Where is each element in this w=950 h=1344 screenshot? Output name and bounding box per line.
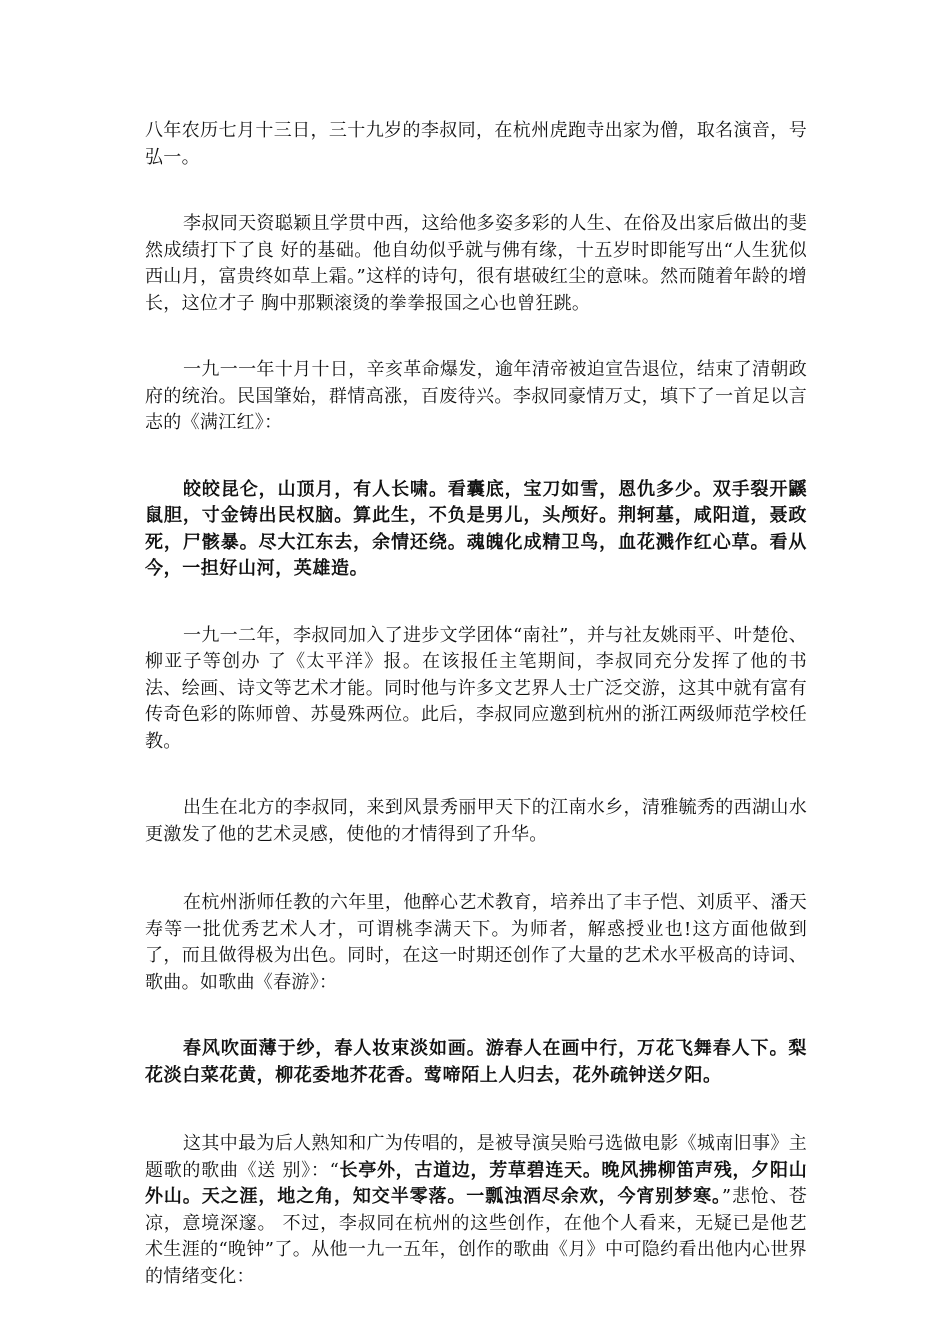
- poem-man-jiang-hong: 皎皎昆仑，山顶月，有人长啸。看囊底，宝刀如雪，恩仇多少。双手裂开鼷鼠胆，寸金铸出民权脑。算此生，不负是男儿，头颅好。荆轲墓，咸阳道，聂政死，尸骸暴。尽大江东去，余情还绕。魂魄化成精卫鸟，血花溅作红心草。看从今，一担好山河，英雄造。: [145, 478, 807, 579]
- paragraph-6: 出生在北方的李叔同，来到风景秀丽甲天下的江南水乡，清雅毓秀的西湖山水更激发了他的艺术灵感，使他的才情得到了升华。: [145, 797, 807, 845]
- document-body: [145, 118, 807, 1290]
- paragraph-2: 李叔同天资聪颖且学贯中西，这给他多姿多彩的人生、在俗及出家后做出的斐然成绩打下了良 好的基础。他自幼似乎就与佛有缘，十五岁时即能写出“人生犹似西山月，富贵终如草上霜。”这样的诗句，很有堪破红尘的意味。然而随着年龄的增长，这位才子 胸中那颗滚烫的拳拳报国之心也曾狂跳。: [145, 213, 807, 314]
- paragraph-5: 一九一二年，李叔同加入了进步文学团体“南社”，并与社友姚雨平、叶楚伧、柳亚子等创办 了《太平洋》报。在该报任主笔期间，李叔同充分发挥了他的书法、绘画、诗文等艺术才能。同时他与许多文艺界人士广泛交游，这其中就有富有传奇色彩的陈师曾、苏曼殊两位。此后，李叔同应邀到杭州的浙江两级师范学校任教。: [145, 624, 807, 752]
- paragraph-3: 一九一一年十月十日，辛亥革命爆发，逾年清帝被迫宣告退位，结束了清朝政府的统治。民国肇始，群情高涨，百废待兴。李叔同豪情万丈，填下了一首足以言志的《满江红》：: [145, 359, 807, 433]
- song-song-bie-lyrics: 长亭外，古道边，芳草碧连天。晚风拂柳笛声残，夕阳山外山。天之涯，地之角，知交半零落。一瓢浊酒尽余欢，今宵别梦寒。: [145, 1159, 808, 1207]
- paragraph-9-intro: 这其中最为后人熟知和广为传唱的，是被导演吴贻弓选做电影《城南旧事》主题歌的歌曲《送 别》：“: [145, 1133, 807, 1181]
- poem-chun-you: 春风吹面薄于纱，春人妆束淡如画。游春人在画中行，万花飞舞春人下。梨花淡白菜花黄，柳花委地芥花香。莺啼陌上人归去，花外疏钟送夕阳。: [145, 1038, 807, 1086]
- paragraph-1: 八年农历七月十三日，三十九岁的李叔同，在杭州虎跑寺出家为僧，取名演音，号弘一。: [145, 120, 807, 168]
- paragraph-7: 在杭州浙师任教的六年里，他醉心艺术教育，培养出了丰子恺、刘质平、潘天寿等一批优秀艺术人才，可谓桃李满天下。为师者，解惑授业也!这方面他做到了，而且做得极为出色。同时，在这一时期还创作了大量的艺术水平极高的诗词、歌曲。如歌曲《春游》：: [145, 892, 807, 993]
- paragraph-9-outro: ”悲怆、苍凉，意境深邃。 不过，李叔同在杭州的这些创作，在他个人看来，无疑已是他艺术生涯的“晚钟”了。从他一九一五年，创作的歌曲《月》中可隐约看出他内心世界的情绪变化：: [145, 1186, 808, 1287]
- paragraph-9: [145, 1131, 807, 1290]
